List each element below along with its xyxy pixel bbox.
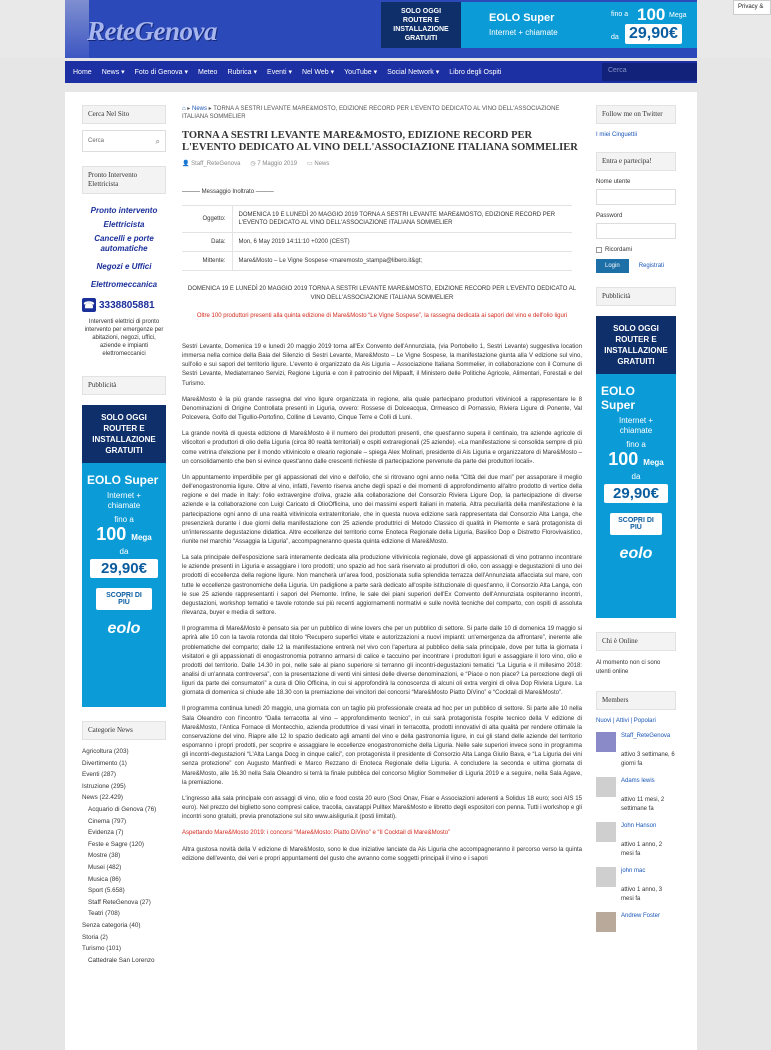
article-paragraph: Il programma di Mare&Mosto è pensato sia per un pubblico di wine lovers che per un pubblico di settore. Si parte dalle 10 di domenica 19 maggio si aprirà alle 10 con la tavola rotonda dal titolo “Recupero superfici vitate e autorizzazioni a nuovi impianti: un'emergenza da affrontare”, inerente alle problematiche del comparto; dalle 12 la manifestazione entrerà nel vivo con l'apertura al pubblico della sala principale, dove per tutta la giornata i visitatori e gli appassionati di enogastronomia potranno armarsi di calice e taccuino per incontrare i produttori liguri e assaggiare il loro vino, olio e prodotti del territorio. Dalle 14.30 in poi, nelle sale al piano superiore si terranno gli incontri-degustazioni tematici “La Liguria e il millesimo 2018: analisi di un'annata controversa”, con la presentazione di venti vini sintesi delle diverse denominazioni, e “Piace o non piace? La percezione degli oli liguri da parte dei consumatori” a cura di Olio Officina, in cui si approfondirà la conoscenza di alcuni oli extra vergini di oliva Dop Riviera Ligure. La giornata di domenica si chiude alle 18.30 con la premiazione dei vincitori dei concorsi “Mare&Mosto Piatto DiVino” e “Cocktail di Mare&Mosto”. (182, 626, 582, 697)
post-date-value: 7 Maggio 2019 (257, 161, 298, 167)
page-content (65, 92, 697, 1050)
header-ad-mega: Mega (669, 12, 687, 19)
pi-description: Interventi elettrici di pronto intervento per emergenze per abitazioni, negozi, uffici, aziende e impianti elettromeccanici (84, 319, 164, 357)
category-item[interactable]: Musica (86) (88, 875, 121, 883)
header-row (182, 206, 572, 233)
ad-cta-button[interactable]: SCOPRI DI PIÙ (610, 513, 662, 535)
category-item[interactable]: Sport (5.658) (88, 887, 125, 895)
login-button[interactable]: Login (596, 259, 629, 273)
member-name[interactable]: John Hanson (621, 823, 657, 829)
ad-text: Internet + (106, 491, 142, 500)
ad-line: INSTALLAZIONE (92, 435, 156, 444)
ad-da: da (119, 547, 129, 556)
article-subheading: Aspettando Mare&Mosto 2019: i concorsi “Mare&Mosto: Piatto DiVino” e “Il Cocktail di Mare&Mosto” (182, 830, 451, 837)
header-value: Mon, 6 May 2019 14:11:10 +0200 (CEST) (232, 233, 572, 252)
ad-line: SOLO OGGI (613, 324, 659, 333)
member-activity: attivo 1 anno, 2 mesi fa (621, 842, 663, 857)
categories-title: Categorie News (82, 721, 166, 740)
twitter-link[interactable] (596, 132, 676, 138)
privacy-button[interactable]: Privacy & (733, 0, 771, 15)
password-label: Password (596, 213, 623, 219)
article-subhead: Oltre 100 produttori presenti alla quinta edizione di Mare&Mosto “Le Vigne Sospese”, la rassegna dedicata ai sapori del vino e dell'olio liguri (196, 313, 568, 319)
member-name[interactable]: Andrew Foster (621, 913, 661, 919)
header-ad-brand: EOLO Super (489, 12, 555, 24)
header-ad-da: da (611, 34, 619, 41)
nav-item-rubrica[interactable]: Rubrica ▾ (227, 69, 258, 76)
right-sidebar (596, 105, 676, 932)
nav-search-input[interactable]: Cerca (602, 63, 697, 81)
ad-line: GRATUITI (617, 357, 655, 366)
nav-item-youtube[interactable]: YouTube ▾ (344, 69, 378, 76)
category-item[interactable]: Musei (482) (88, 863, 122, 871)
ad-price: 29,90€ (604, 484, 668, 503)
ad-mega: Mega (643, 458, 664, 467)
nav-item-eventi[interactable]: Eventi ▾ (267, 69, 292, 76)
member-info (621, 867, 676, 904)
article-paragraph: La sala principale dell'esposizione sarà interamente dedicata alla produzione vitivinicola regionale, dove gli appassionati di vino potranno incontrare le aziende presenti in Liguria e assaggiare i loro prodotti; uno spazio ad hoc sarà riservato ai produttori di olio, con assaggi e degustazioni di uno dei prodotti di eccellenza della regione ligure. Non mancherà un'area food, posizionata sulla splendida terrazza dell'Annunziata affacciata sul mare, con tutte le eccellenze gastronomiche della Liguria. Un padiglione a parte sarà dedicato all'ospite istituzionale di quest'anno, il Consorzio Alta Langa, con le sue 25 aziende rappresentanti i sapori del Piemonte. Infine, le sale dei piani superiori dell'Ex Convento dell'Annunziata ospiteranno incontri, degustazioni, workshop tematici e tavole rotonde sui più recenti aggiornamenti normativi e sulle novità tecniche del comparto, con ospiti di assoluta rilevanza, buyer e media di settore. (182, 555, 582, 617)
pi-line[interactable]: Pronto intervento (90, 206, 158, 215)
category-item[interactable]: Cinema (797) (88, 817, 127, 825)
search-input[interactable] (82, 130, 166, 152)
left-ad-promo (82, 405, 166, 463)
message-headers (182, 205, 572, 271)
header-value: DOMENICA 19 E LUNEDÌ 20 MAGGIO 2019 TORNA A SESTRI LEVANTE MARE&MOSTO, EDIZIONE RECORD PER L'EVENTO DEDICATO AL VINO DELL'ASSOCIAZIONE ITALIANA SOMMELIER (232, 206, 572, 233)
category-item[interactable]: Storia (2) (82, 933, 108, 941)
ad-brand: EOLO Super (87, 473, 159, 487)
ad-line: ROUTER E (103, 424, 145, 433)
category-item[interactable]: Senza categoria (40) (82, 921, 141, 929)
twitter-link-text[interactable]: I miei Cinguettii (596, 132, 638, 138)
home-icon[interactable]: ⌂ (182, 106, 186, 112)
member-info (621, 822, 676, 859)
avatar[interactable] (596, 912, 616, 932)
clock-icon: ◷ (250, 161, 256, 167)
login-actions (596, 253, 676, 273)
member-info (621, 912, 660, 932)
member-item[interactable] (596, 867, 676, 904)
header-ad-line: INSTALLAZIONE (393, 26, 449, 33)
header-key: Data: (182, 233, 232, 252)
search-placeholder: Cerca (88, 138, 105, 144)
right-ad-promo (596, 316, 676, 374)
category-item[interactable]: Cattedrale San Lorenzo (88, 956, 155, 964)
ad-speed (596, 450, 676, 472)
category-item[interactable]: Divertimento (1) (82, 759, 127, 767)
forwarded-message: ——— Messaggio Inoltrato ——— (182, 189, 274, 195)
member-item[interactable] (596, 912, 676, 932)
pi-line[interactable]: Cancelli e porte automatiche (94, 234, 154, 253)
article-paragraph: Un appuntamento imperdibile per gli appassionati del vino e dell'olio, che si ritrovano ogni anno nella “Città dei due mari” per assaporare il meglio dell'enogastronomia ligure. Oltre al vino, infatti, l'evento riserva anche degli spazi e dei momenti di approfondimento all'altro prodotto di vertice della regione e del made in Italy: l'olio extravergine d'oliva, grazie alla collaborazione del Consorzio Riviera Ligure Dop, la partecipazione di diverse aziende e la collaborazione con Luigi Caricato di OlioOfficina, uno dei massimi esperti italiani in materia. Altra peculiarità della manifestazione è la partecipazione ogni anno di una realtà vitivinicola extraterritoriale, che in questa nuova edizione sarà rappresentata dal Consorzio Alta Langa, che presenzierà durante i due giorni della manifestazione con 25 aziende produttrici di Metodo Classico di qualità in Piemonte e sarà protagonista di un'interessante degustazione didattica. Altre eccellenze del territorio come Enoteca Regionale della Liguria, Basilico Dop e Distretto Florovivaistico, riunite nel marchio “Assaggia la Liguria”, accompagneranno questa quinta edizione di Mare&Mosto. (182, 474, 582, 545)
nav-item-social[interactable]: Social Network ▾ (387, 69, 440, 76)
category-item[interactable]: Teatri (708) (88, 910, 120, 918)
article-paragraph: Il programma continua lunedì 20 maggio, una giornata con un taglio più professionale creata ad hoc per un pubblico di settore. Si parte alle 10 nella Sala Oleandro con l'incontro “Dalla terracotta al vino – approfondimento tecnico”, in cui sarà protagonista l'ospite tecnico della V edizione di Mare&Mosto, l'Antica Fornace di Montecchio, azienda produttrice di vasi vinari in terracotta, prodotti innovativi di alta qualità per rendere ottimale la conservazione del vino. Riapre alle 12 lo spazio dedicato agli amanti del vino e della gastronomia ligure, in cui gli stand delle aziende del territorio esporranno i propri prodotti, per scoprire e assaggiare le eccellenze enogastronomiche della Liguria. Nelle sale superiori invece sono in programma gli incontri-degustazioni “L'Alta Langa Docg in cinque calici”, con protagonista il presidente di Consorzio Alta Langa Giulio Bava, e “La Liguria dei vini senza protezione” con Augusto Manfredi e Marco Rezzano di Enoteca Regionale della Liguria. A concludere la seconda e ultima giornata di Mare&Mosto, alle 16.30 nella Sala Oleandro si terrà la finale pubblica del concorso Miglior Sommelier di Liguria 2019 e a seguire, nella Sala Agave, la premiazione. (182, 706, 582, 786)
left-ad-banner[interactable] (82, 405, 166, 707)
ad-text: chiamate (107, 501, 141, 510)
ad-speed (82, 525, 166, 547)
site-header (65, 0, 697, 58)
member-item[interactable] (596, 732, 676, 769)
ad-line: INSTALLAZIONE (604, 346, 668, 355)
pi-line[interactable]: Elettromeccanica (90, 280, 158, 289)
header-ad-price: 29,90€ (625, 24, 682, 44)
header-row (182, 233, 572, 252)
header-key: Mittente: (182, 252, 232, 271)
category-item[interactable]: News (22.429) (82, 794, 123, 802)
member-info (621, 732, 676, 769)
post-category[interactable] (307, 160, 329, 167)
article-paragraph: La grande novità di questa edizione di Mare&Mosto è il numero dei produttori presenti, che quest'anno supera il centinaio, tra aziende agricole di viticoltori e produttori di olio della Liguria (circa 80 realtà territoriali) e ospiti extraregionali (25 aziende). «La manifestazione si consolida sempre di più come vetrina d'elezione per il mondo vitivinicolo e oleario regionale – spiega Alex Molinari, presidente di Ais Liguria e organizzatore di Mare&Mosto – un consolidamento che ben si evince quest'anno dalle crescenti richieste di partecipazione pervenute da parte dei produttori locali». (182, 431, 582, 465)
folder-icon: ▭ (307, 161, 313, 167)
category-item[interactable]: Staff ReteGenova (27) (88, 898, 151, 906)
remember-checkbox[interactable] (596, 247, 602, 253)
pi-widget-title: Pronto Intervento Elettricista (82, 166, 166, 194)
ad-price: 29,90€ (90, 559, 158, 578)
post-date (250, 160, 297, 167)
breadcrumb-news[interactable]: News (191, 106, 207, 112)
right-ad-banner[interactable] (596, 316, 676, 618)
nav-item-foto[interactable]: Foto di Genova ▾ (134, 69, 188, 76)
pi-phone[interactable] (82, 298, 166, 312)
ad-line: ROUTER E (615, 335, 657, 344)
ad-speed-value: 100 (608, 449, 639, 469)
header-ad-line: GRATUITI (404, 35, 438, 42)
pi-line[interactable]: Elettricista (103, 220, 145, 229)
header-ad-offer (461, 2, 697, 48)
post-category-name[interactable]: News (314, 161, 330, 167)
login-widget-title: Entra e partecipa! (596, 152, 676, 171)
user-icon: 👤 (182, 161, 190, 167)
member-info (621, 777, 676, 814)
post-author-name[interactable]: Staff_ReteGenova (191, 161, 241, 167)
member-activity: attivo 3 settimane, 6 giorni fa (621, 752, 675, 767)
nav-item-home[interactable]: Home (73, 68, 92, 76)
ad-da: da (631, 472, 641, 481)
ad-text: chiamate (619, 426, 653, 435)
ad-text: Internet + (618, 416, 654, 425)
post-meta (182, 160, 582, 167)
member-name[interactable]: Staff_ReteGenova (621, 733, 671, 739)
post-author[interactable] (182, 160, 240, 167)
member-activity: attivo 1 anno, 3 mesi fa (621, 887, 663, 902)
lighthouse-image (65, 0, 89, 58)
member-name[interactable]: Adams lewis (621, 778, 655, 784)
member-name[interactable]: john mac (621, 868, 646, 874)
username-label: Nome utente (596, 179, 631, 185)
header-ad-sub: Internet + chiamate (489, 28, 558, 37)
article-paragraph: Mare&Mosto è la più grande rassegna del vino ligure organizzata in regione, alla quale partecipano produttori vitivinicoli a rappresentare le 8 Denominazioni di Origine Controllata presenti in Liguria, ovvero: Rossese di Dolceacqua, Ormeasco di Pornassio, Riviera Ligure di Ponente, Val Polcevera, Golfo del Tigullio-Portofino, Colline di Levanto, Cinque Terre e Colli di Luni. (182, 396, 582, 422)
header-row (182, 252, 572, 271)
category-item[interactable]: Acquario di Genova (76) (88, 805, 157, 813)
member-activity: attivo 11 mesi, 2 settimane fa (621, 797, 665, 812)
avatar[interactable] (596, 822, 616, 842)
category-item[interactable]: Istruzione (295) (82, 782, 126, 790)
page-title: TORNA A SESTRI LEVANTE MARE&MOSTO, EDIZIONE RECORD PER L'EVENTO DEDICATO AL VINO DELL'ASSOCIAZIONE ITALIANA SOMMELIER (182, 130, 578, 153)
member-item[interactable] (596, 777, 676, 814)
left-ad-title: Pubblicità (82, 376, 166, 395)
pi-widget (82, 204, 166, 358)
category-item[interactable]: Eventi (287) (82, 771, 116, 779)
header-key: Oggetto: (182, 206, 232, 233)
category-item[interactable]: Agricoltura (203) (82, 748, 129, 755)
ad-brand: EOLO Super (601, 384, 636, 412)
header-value: Mare&Mosto – Le Vigne Sospese <maremosto_stampa@libero.it&gt; (232, 252, 572, 271)
category-item[interactable]: Mostre (38) (88, 852, 121, 860)
phone-icon: ☎ (83, 300, 95, 310)
article-paragraph: Altra gustosa novità della V edizione di Mare&Mosto, sono le due iniziative lanciate da Ais Liguria che accompagneranno il percorso verso la quinta edizione dell'evento, dei veri e propri appuntamenti del gusto che avranno come soggetti principali il vino e i sapori (182, 846, 582, 862)
article-paragraph: Sestri Levante, Domenica 19 e lunedì 20 maggio 2019 torna all'Ex Convento dell'Annunziata, (via Portobello 1, Sestri Levante) suggestiva location immersa nella cornice della Baia del Silenzio di Sestri Levante, Mare&Mosto – Le Vigne Sospese, la manifestazione giunta alla V edizione sul vino, sull'olio e sui sapori del territorio ligure. L'evento è organizzato da Ais Liguria – Associazione Italiana Sommelier, in collaborazione con il Comune di Sestri Levante, Mediaterraneo Servizi, Regione Liguria e con il patrocinio del Mipaaft, il Ministero delle Politiche Agricole, Alimentari, Forestali e del Turismo. (182, 344, 582, 387)
article-headline: DOMENICA 19 E LUNEDÌ 20 MAGGIO 2019 TORNA A SESTRI LEVANTE MARE&MOSTO, EDIZIONE RECORD PER L'EVENTO DEDICATO AL VINO DELL'ASSOCIAZIONE ITALIANA SOMMELIER (187, 286, 577, 301)
header-ad-line: ROUTER E (402, 17, 440, 24)
right-ad-title: Pubblicità (596, 287, 676, 306)
category-item[interactable]: Turismo (101) (82, 945, 121, 953)
username-input[interactable] (596, 189, 676, 205)
article-paragraph: L'ingresso alla sala principale con assaggi di vino, olio e food costa 20 euro (Soci Onav, Fisar e Associazioni aderenti a Solidus 18 euro; soci AIS 15 euro). Nel prezzo del biglietto sono compresi calice, tracolla, cavatappi Pulltex Mare&Mosto e libretto degli espositori con penna. Tutti i workshop e gli incontri sono gratuiti, previa prenotazione sul sito www.aisliguria.it (posti limitati). (182, 795, 582, 821)
eolo-logo: eolo (619, 545, 653, 562)
pi-phone-number[interactable]: 3338805881 (99, 299, 155, 311)
ad-cta-button[interactable]: SCOPRI DI PIÙ (96, 588, 152, 610)
nav-item-meteo[interactable]: Meteo (197, 68, 218, 76)
header-ad-speed: 100 (637, 5, 666, 24)
online-text: Al momento non ci sono utenti online (596, 660, 661, 675)
article (182, 105, 582, 864)
nav-item-nelweb[interactable]: Nel Web ▾ (301, 69, 335, 76)
pi-line[interactable]: Negozi e Uffici (96, 262, 152, 271)
ad-line: GRATUITI (105, 446, 143, 455)
twitter-widget-title: Follow me on Twitter (596, 105, 676, 124)
avatar[interactable] (596, 867, 616, 887)
breadcrumb-current: TORNA A SESTRI LEVANTE MARE&MOSTO, EDIZIONE RECORD PER L'EVENTO DEDICATO AL VINO DELL'ASSOCIAZIONE ITALIANA SOMMELIER (182, 106, 560, 120)
online-widget-title: Chi è Online (596, 632, 676, 651)
nav-item-libro[interactable]: Libro degli Ospiti (449, 68, 502, 76)
category-item[interactable]: Feste e Sagre (120) (88, 840, 145, 848)
ad-line: SOLO OGGI (101, 413, 147, 422)
password-input[interactable] (596, 223, 676, 239)
main-nav (65, 61, 697, 83)
categories-list (82, 746, 166, 966)
site-logo[interactable]: ReteGenova (87, 16, 217, 46)
eolo-logo: eolo (107, 620, 141, 637)
category-item[interactable]: Evidenza (7) (88, 829, 124, 837)
members-widget-title: Members (596, 691, 676, 710)
remember-label: Ricordami (605, 247, 633, 253)
nav-item-news[interactable]: News ▾ (101, 69, 125, 76)
avatar[interactable] (596, 732, 616, 752)
avatar[interactable] (596, 777, 616, 797)
header-ad-fino: fino a (611, 11, 629, 18)
header-ad-line: SOLO OGGI (400, 8, 442, 15)
register-link[interactable]: Registrati (638, 263, 665, 269)
ad-fino: fino a (114, 515, 134, 524)
search-icon[interactable]: ⌕ (155, 137, 160, 146)
ad-speed-value: 100 (96, 524, 127, 544)
member-item[interactable] (596, 822, 676, 859)
ad-mega: Mega (131, 533, 152, 542)
breadcrumb: ⌂ ▸ News ▸ TORNA A SESTRI LEVANTE MARE&MOSTO, EDIZIONE RECORD PER L'EVENTO DEDICATO AL VINO DELL'ASSOCIAZIONE ITALIANA SOMMELIER (182, 106, 560, 120)
members-filter[interactable]: Nuovi | Attivi | Popolari (596, 718, 656, 724)
header-ad-promo (381, 2, 461, 48)
left-sidebar (82, 105, 166, 966)
ad-fino: fino a (626, 440, 646, 449)
header-ad-banner[interactable] (381, 2, 697, 48)
search-widget-title: Cerca Nel Sito (82, 105, 166, 124)
